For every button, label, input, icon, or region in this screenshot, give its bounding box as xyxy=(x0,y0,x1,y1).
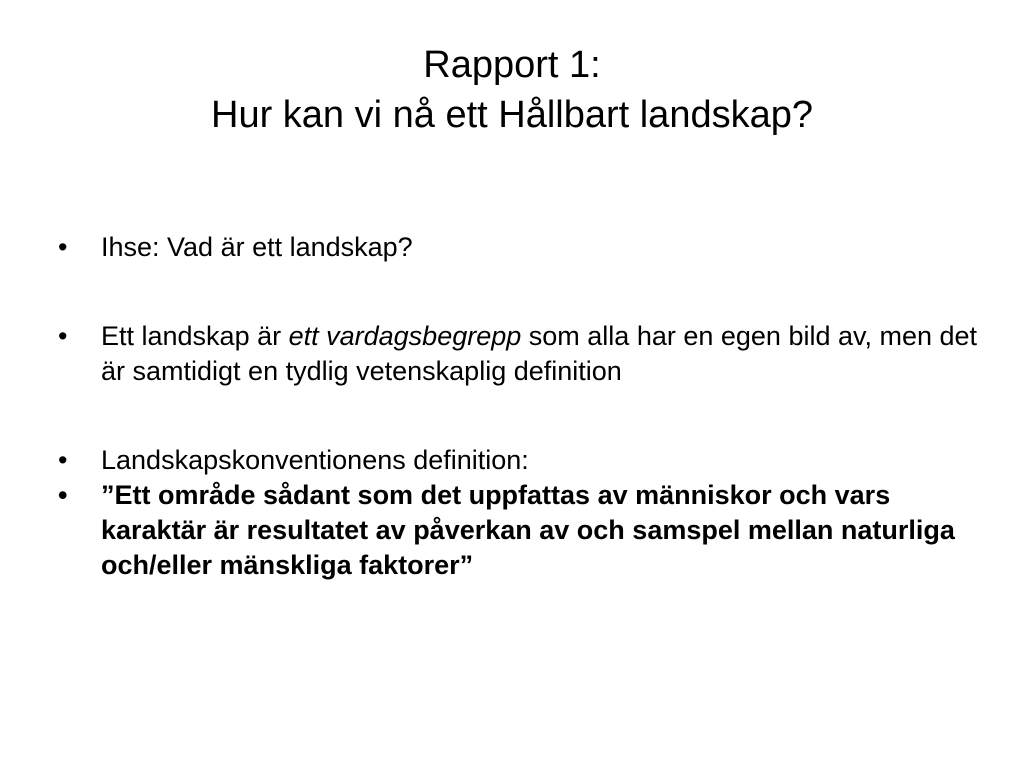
bullet-icon: • xyxy=(58,445,68,475)
bullet-text-part-2: som alla har en egen bild av, men det är samtidigt en tydlig vetenskaplig definition xyxy=(101,321,978,386)
slide-title xyxy=(60,40,964,140)
bullet-item-definition-quote xyxy=(58,478,978,583)
bullet-icon: • xyxy=(58,480,68,510)
bullet-item-definition-heading xyxy=(58,443,978,478)
bullet-text-part-1: Ett landskap är xyxy=(101,321,289,351)
bullet-list xyxy=(58,230,978,583)
bullet-text: ”Ett område sådant som det uppfattas av människor och vars karaktär är resultatet av påverkan av och samspel mellan naturliga och/eller mänskliga faktorer” xyxy=(101,480,955,580)
title-line-1: Rapport 1: xyxy=(423,44,601,86)
bullet-text-emphasis: ett vardagsbegrepp xyxy=(288,321,522,351)
bullet-item-vardagsbegrepp xyxy=(58,319,978,389)
bullet-icon: • xyxy=(58,232,68,262)
bullet-text: Ihse: Vad är ett landskap? xyxy=(101,232,413,262)
bullet-text: Landskapskonventionens definition: xyxy=(101,445,529,475)
bullet-item-ihse xyxy=(58,230,978,265)
bullet-icon: • xyxy=(58,321,68,351)
title-line-2: Hur kan vi nå ett Hållbart landskap? xyxy=(211,94,813,136)
